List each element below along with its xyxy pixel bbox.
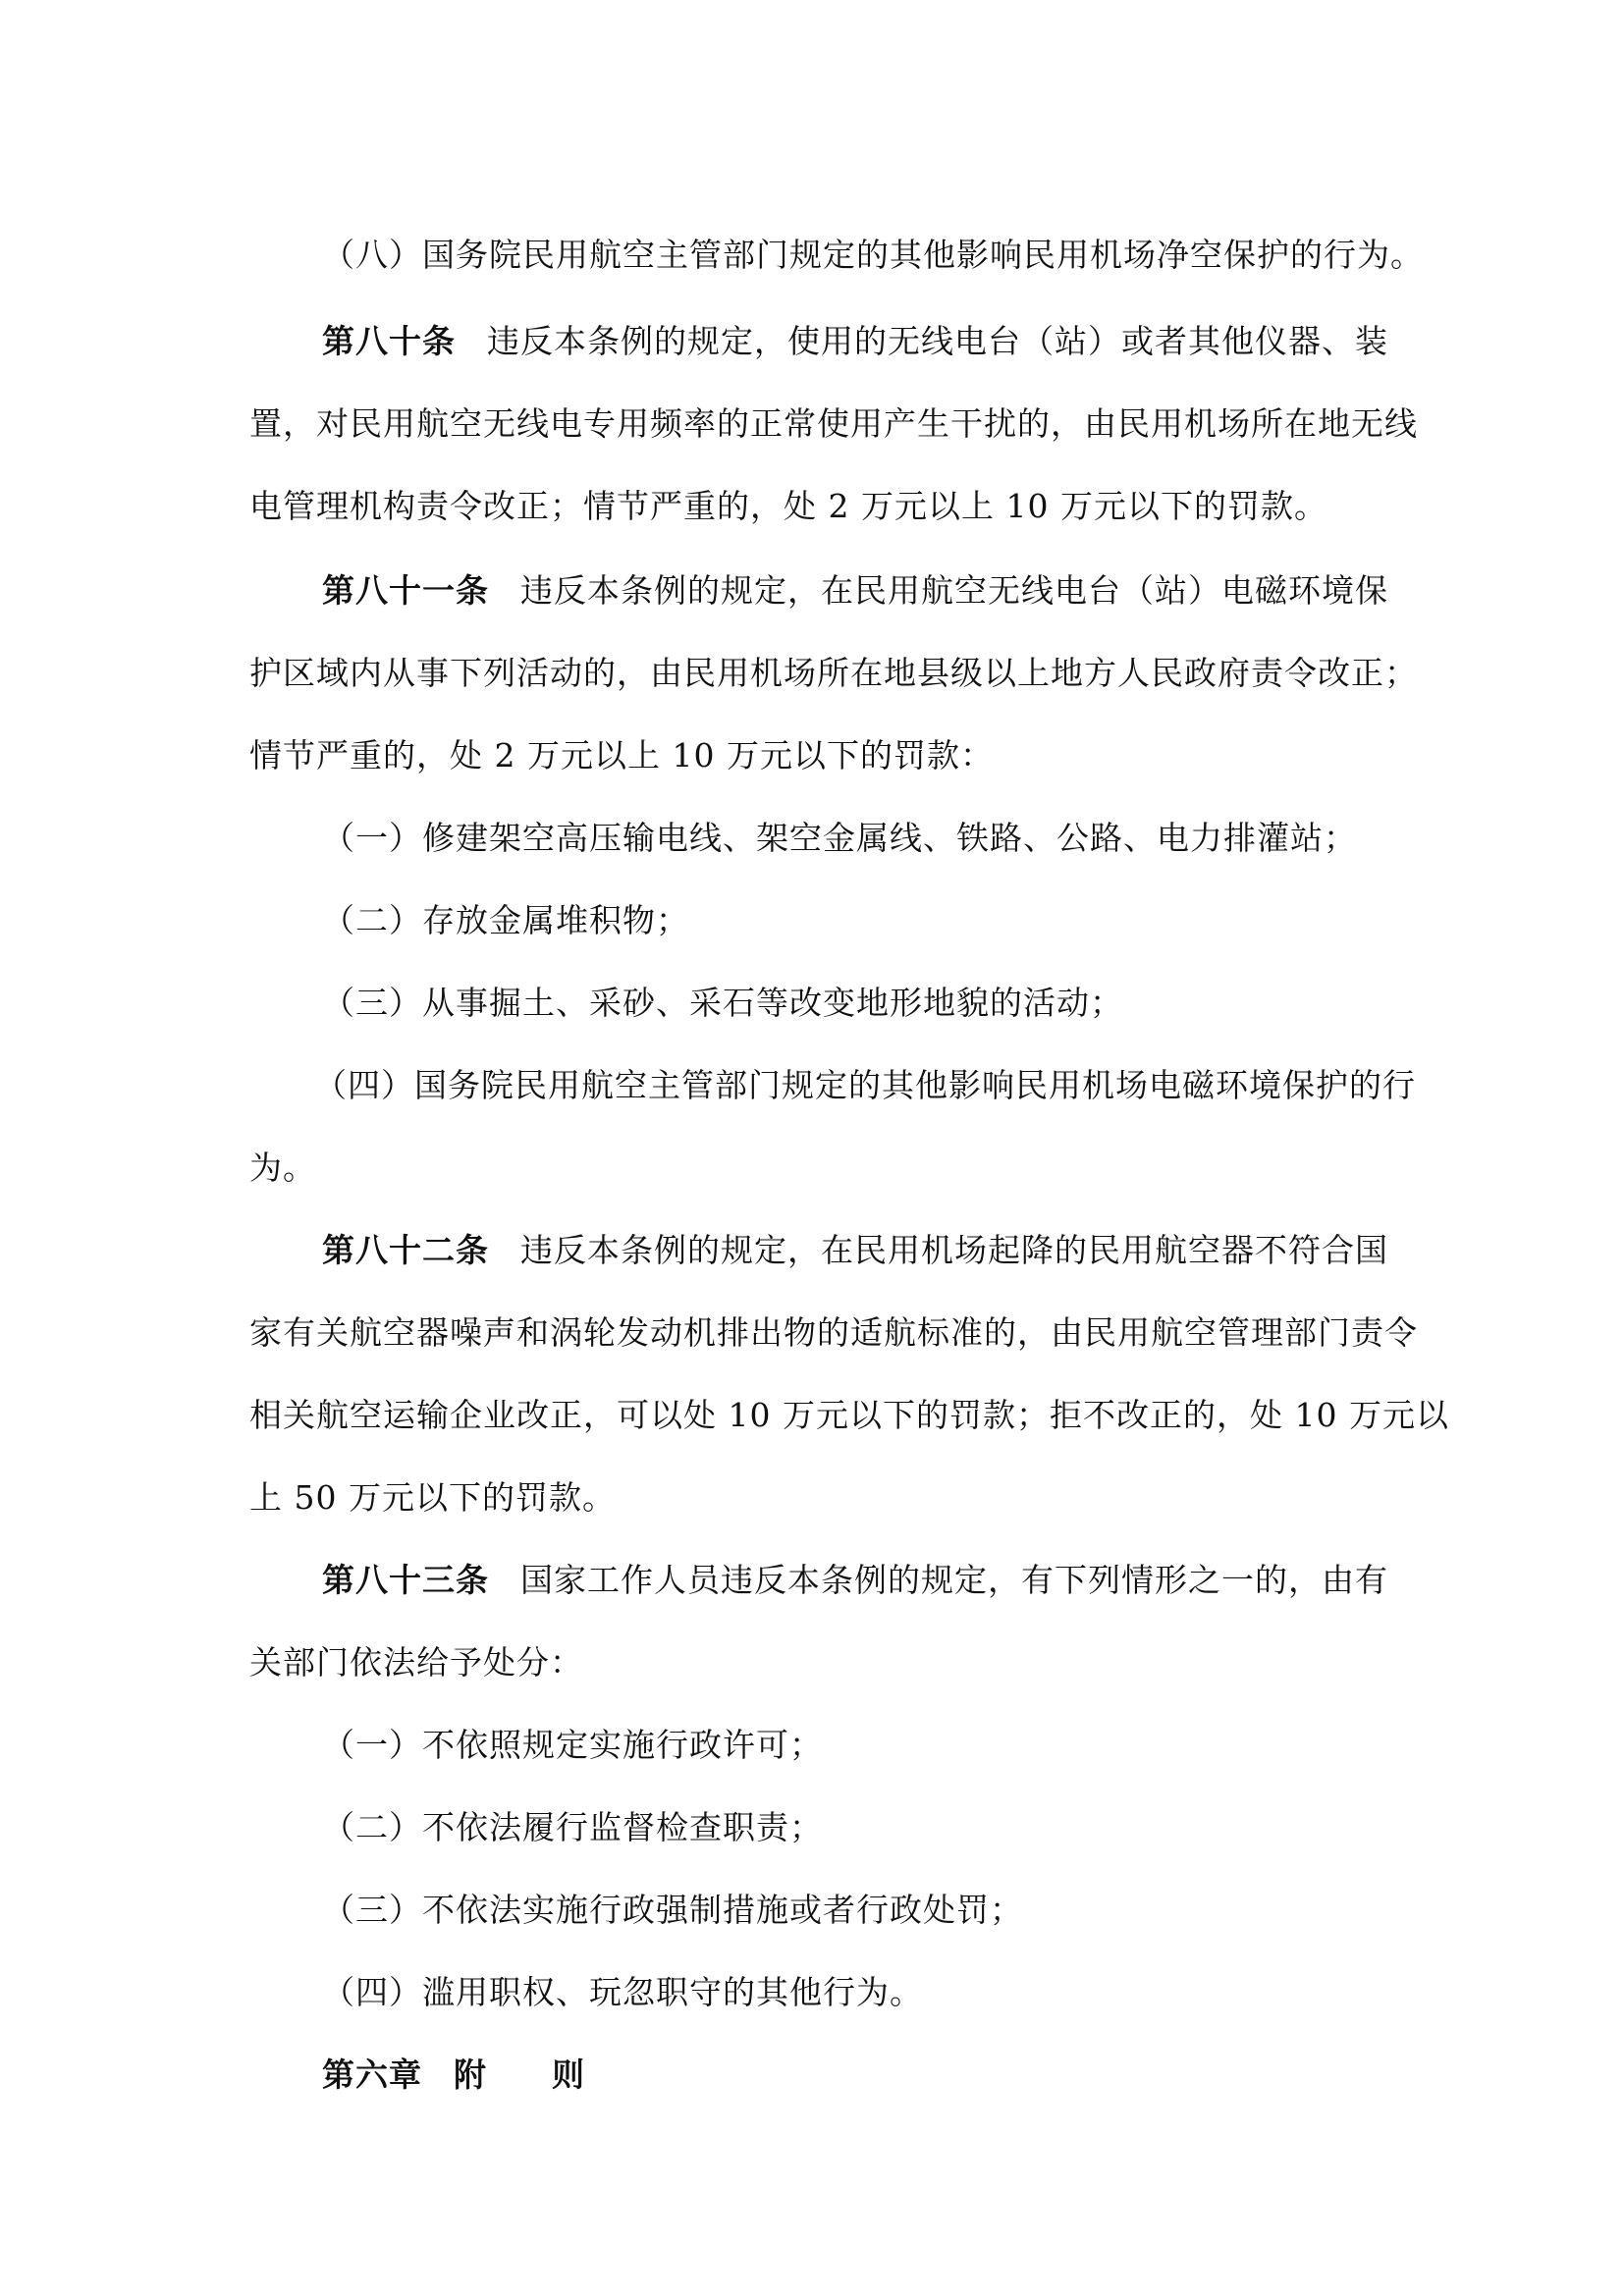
article-83-item-1: （一）不依照规定实施行政许可；: [322, 1726, 823, 1764]
article-81-line-3: 情节严重的，处 2 万元以上 10 万元以下的罚款：: [249, 736, 994, 774]
article-80-line-3: 电管理机构责令改正；情节严重的，处 2 万元以上 10 万元以下的罚款。: [249, 487, 1327, 525]
article-82-text-1: 违反本条例的规定，在民用机场起降的民用航空器不符合国: [520, 1231, 1388, 1269]
chapter-title-char-1: 附: [454, 2056, 487, 2094]
article-81-item-4-line-2: 为。: [249, 1148, 316, 1187]
article-83-item-2: （二）不依法履行监督检查职责；: [322, 1808, 823, 1846]
article-82-line-4: 上 50 万元以下的罚款。: [249, 1478, 616, 1517]
article-83-item-4: （四）滥用职权、玩忽职守的其他行为。: [322, 1973, 923, 2011]
article-83-line-2: 关部门依法给予处分：: [249, 1643, 583, 1682]
article-80-line-1: [322, 320, 1388, 363]
article-80-line-2: 置，对民用航空无线电专用频率的正常使用产生干扰的，由民用机场所在地无线: [249, 404, 1418, 443]
paragraph-item-8: （八）国务院民用航空主管部门规定的其他影响民用机场净空保护的行为。: [322, 236, 1424, 274]
article-80-title: 第八十条: [322, 322, 456, 360]
article-81-item-2: （二）存放金属堆积物；: [322, 901, 689, 939]
article-82-line-1: [322, 1229, 1388, 1272]
article-83-text-1: 国家工作人员违反本条例的规定，有下列情形之一的，由有: [520, 1561, 1388, 1599]
article-82-line-2: 家有关航空器噪声和涡轮发动机排出物的适航标准的，由民用航空管理部门责令: [249, 1313, 1418, 1352]
article-80-text-1: 违反本条例的规定，使用的无线电台（站）或者其他仪器、装: [487, 322, 1388, 360]
article-81-line-2: 护区域内从事下列活动的，由民用机场所在地县级以上地方人民政府责令改正；: [249, 654, 1418, 692]
article-83-title: 第八十三条: [322, 1561, 489, 1599]
article-81-item-4-line-1: （四）国务院民用航空主管部门规定的其他影响民用机场电磁环境保护的行: [314, 1066, 1416, 1104]
chapter-number: 第六章: [322, 2056, 422, 2094]
article-83-item-3: （三）不依法实施行政强制措施或者行政处罚；: [322, 1891, 1023, 1929]
article-82-title: 第八十二条: [322, 1231, 489, 1269]
article-82-line-3: 相关航空运输企业改正，可以处 10 万元以下的罚款；拒不改正的，处 10 万元以: [249, 1396, 1449, 1434]
article-81-line-1: [322, 569, 1388, 613]
article-81-title: 第八十一条: [322, 571, 489, 610]
chapter-heading: [322, 2054, 585, 2097]
article-83-line-1: [322, 1559, 1388, 1602]
article-81-text-1: 违反本条例的规定，在民用航空无线电台（站）电磁环境保: [520, 571, 1388, 610]
article-81-item-3: （三）从事掘土、采砂、采石等改变地形地貌的活动；: [322, 984, 1123, 1022]
chapter-title-char-2: 则: [552, 2056, 585, 2094]
article-81-item-1: （一）修建架空高压输电线、架空金属线、铁路、公路、电力排灌站；: [322, 819, 1357, 857]
